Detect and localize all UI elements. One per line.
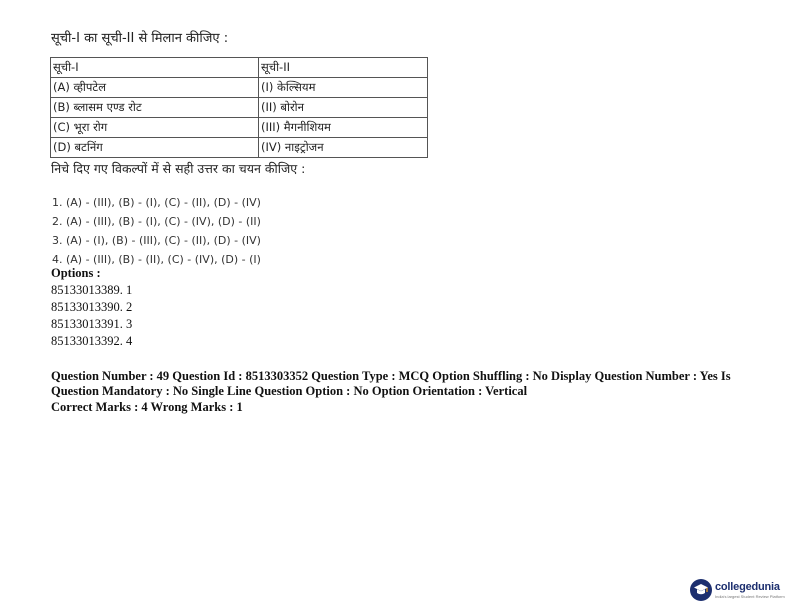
table-row (51, 78, 428, 98)
table-cell: (C) भूरा रोग (51, 118, 259, 138)
metadata-line: Question Number : 49 Question Id : 8513303352 Question Type : MCQ Option Shuffling : No Display Question Number : Yes Is Question Mandatory : No Single Line Question Option : No Option Orientation : Vertical (51, 369, 731, 398)
options-heading: Options : (51, 266, 101, 280)
table-header-list-1: सूची-I (51, 58, 259, 78)
match-table (50, 57, 428, 158)
list-item: 1. (A) - (III), (B) - (I), (C) - (II), (D) - (IV) (52, 196, 261, 209)
table-cell: (B) ब्लासम एण्ड रोट (51, 98, 259, 118)
list-item: 3. (A) - (I), (B) - (III), (C) - (II), (D) - (IV) (52, 234, 261, 247)
option-id-list (51, 282, 132, 350)
table-cell: (A) व्हीपटेल (51, 78, 259, 98)
logo-tagline: India's largest Student Review Platform (715, 594, 785, 599)
question-title: सूची-I का सूची-II से मिलान कीजिए : (51, 31, 229, 46)
list-item: 2. (A) - (III), (B) - (I), (C) - (IV), (D) - (II) (52, 215, 261, 228)
table-row (51, 98, 428, 118)
logo-name: collegedunia (715, 581, 780, 593)
list-item: 4. (A) - (III), (B) - (II), (C) - (IV), (D) - (I) (52, 253, 261, 266)
table-cell: (III) मैगनीशियम (259, 118, 428, 138)
table-cell: (D) बटनिंग (51, 138, 259, 158)
question-metadata (51, 369, 741, 415)
marks-line: Correct Marks : 4 Wrong Marks : 1 (51, 400, 243, 414)
list-item: 85133013389. 1 (51, 283, 133, 297)
list-item: 85133013392. 4 (51, 334, 133, 348)
table-cell: (I) केल्सियम (259, 78, 428, 98)
table-cell: (IV) नाइट्रोजन (259, 138, 428, 158)
table-row (51, 138, 428, 158)
table-cell: (II) बोरोन (259, 98, 428, 118)
table-row (51, 118, 428, 138)
table-header-list-2: सूची-II (259, 58, 428, 78)
list-item: 85133013391. 3 (51, 317, 133, 331)
graduate-cap-icon (690, 579, 712, 601)
instruction-text: निचे दिए गए विकल्पों में से सही उत्तर का चयन कीजिए : (51, 161, 306, 176)
list-item: 85133013390. 2 (51, 300, 133, 314)
table-header-row (51, 58, 428, 78)
collegedunia-logo (690, 574, 786, 606)
answer-choices (52, 193, 261, 269)
